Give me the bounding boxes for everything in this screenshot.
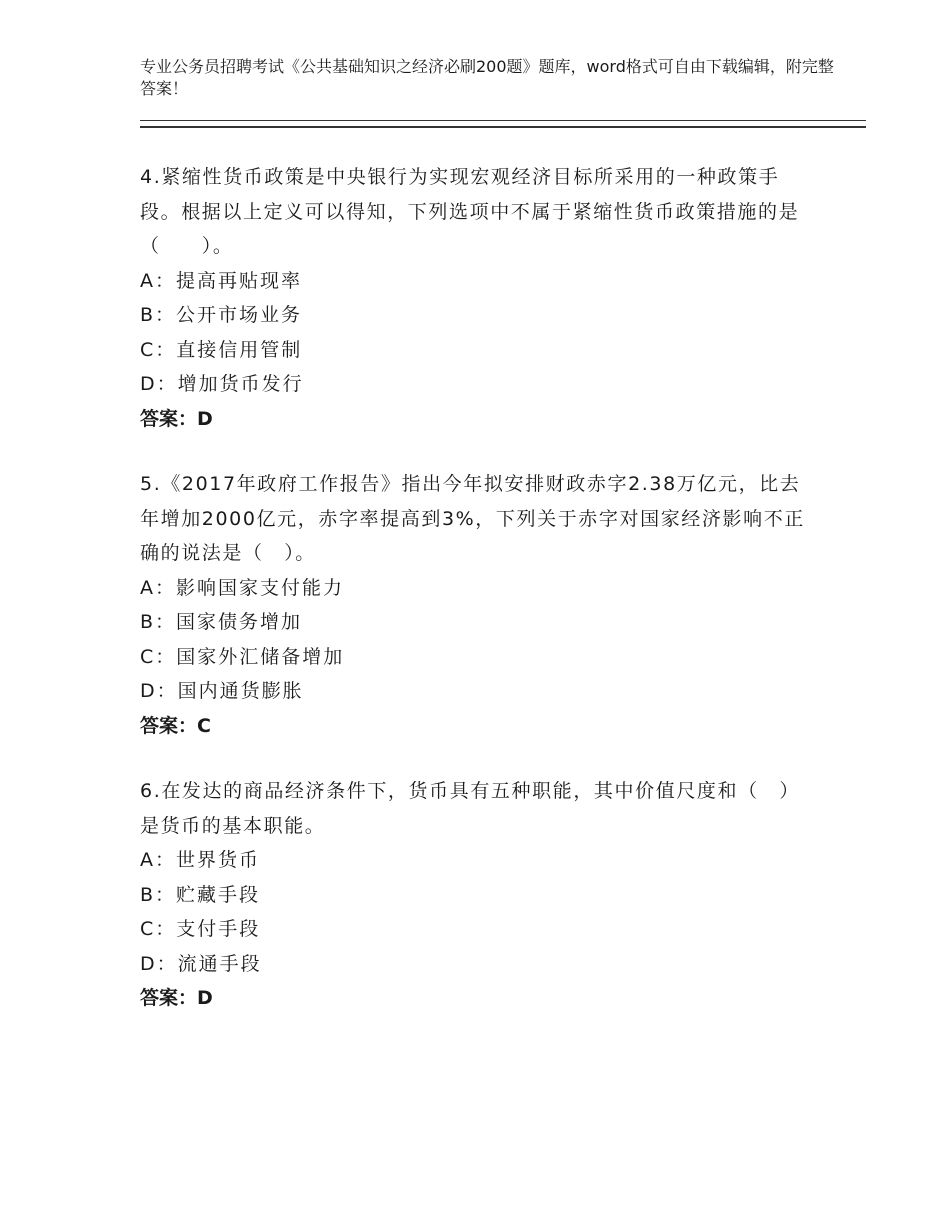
- option-a: A：提高再贴现率: [140, 269, 302, 292]
- answer-label: 答案：C: [140, 714, 211, 737]
- answer-label: 答案：D: [140, 407, 213, 430]
- option-c: C：直接信用管制: [140, 338, 303, 361]
- option-d: D：流通手段: [140, 952, 262, 975]
- option-a: A：世界货币: [140, 849, 260, 871]
- question-block: [140, 160, 820, 436]
- option-a: A：影响国家支付能力: [140, 576, 344, 599]
- question-stem: 6.在发达的商品经济条件下，货币具有五种职能，其中价值尺度和（ ）是货币的基本职能。: [140, 780, 800, 837]
- option-c: C：国家外汇储备增加: [140, 645, 345, 668]
- option-d: D：国内通货膨胀: [140, 680, 304, 702]
- question-block: [140, 467, 820, 743]
- option-d: D：增加货币发行: [140, 373, 304, 395]
- answer-label: 答案：D: [140, 987, 213, 1009]
- question-block: [140, 774, 820, 1015]
- question-stem: 5.《2017年政府工作报告》指出今年拟安排财政赤字2.38万亿元，比去年增加2000亿元，赤字率提高到3%，下列关于赤字对国家经济影响不正确的说法是（ ）。: [140, 473, 805, 564]
- option-c: C：支付手段: [140, 918, 261, 940]
- option-b: B：贮藏手段: [140, 883, 261, 906]
- option-b: B：公开市场业务: [140, 304, 303, 326]
- question-stem: 4.紧缩性货币政策是中央银行为实现宏观经济目标所采用的一种政策手段。根据以上定义可以得知，下列选项中不属于紧缩性货币政策措施的是（ ）。: [140, 166, 800, 257]
- document-header: 专业公务员招聘考试《公共基础知识之经济必刷200题》题库，word格式可自由下载编辑，附完整答案！: [140, 57, 834, 98]
- option-b: B：国家债务增加: [140, 611, 303, 633]
- header-divider: [140, 120, 866, 128]
